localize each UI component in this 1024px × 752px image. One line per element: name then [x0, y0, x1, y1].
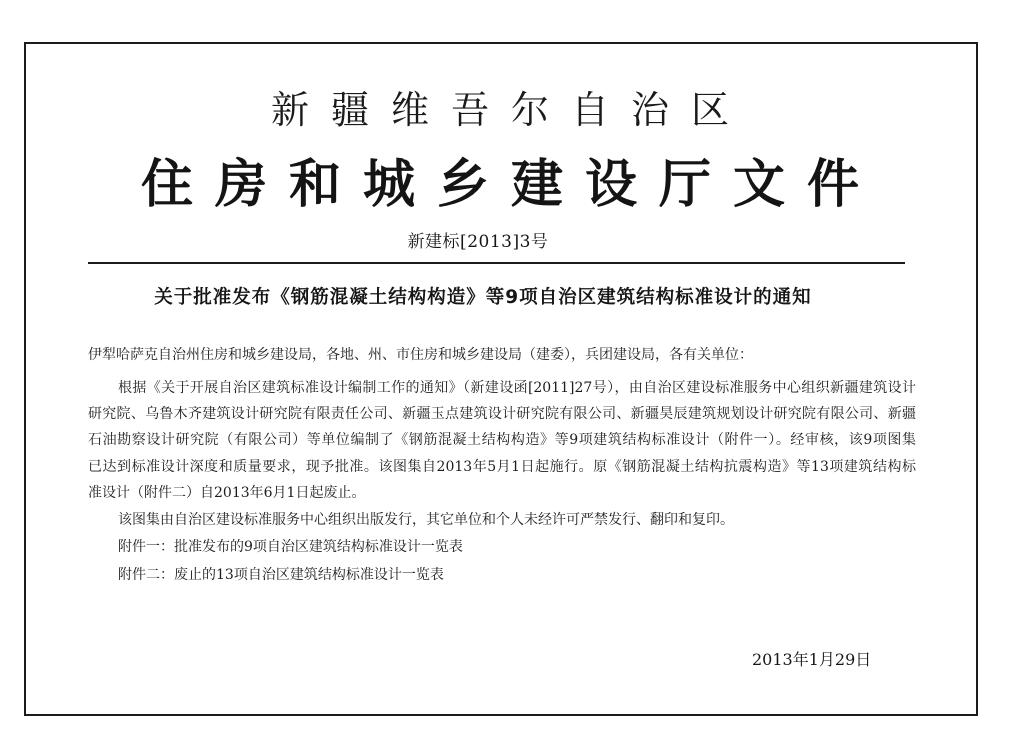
issuer-document-heading: 住房和城乡建设厅文件 [140, 154, 881, 215]
addressee-line: 伊犁哈萨克自治州住房和城乡建设局，各地、州、市住房和城乡建设局（建委），兵团建设局，各有关单位： [88, 347, 753, 363]
document-number: 新建标[2013]3号 [407, 232, 549, 252]
attachment-one-line: 附件一：批准发布的9项自治区建筑结构标准设计一览表 [118, 539, 463, 555]
issuer-region-heading: 新疆维吾尔自治区 [270, 88, 751, 132]
body-line: 石油勘察设计研究院（有限公司）等单位编制了《钢筋混凝土结构构造》等9项建筑结构标准设计（附件一）。经审核，该9项图集 [88, 432, 916, 448]
body-line: 已达到标准设计深度和质量要求，现予批准。该图集自2013年5月1日起施行。原《钢筋混凝土结构抗震构造》等13项建筑结构标 [88, 459, 916, 475]
notice-title: 关于批准发布《钢筋混凝土结构构造》等9项自治区建筑结构标准设计的通知 [154, 287, 812, 308]
body-paragraph-publication: 该图集由自治区建设标准服务中心组织出版发行，其它单位和个人未经许可严禁发行、翻印和复印。 [118, 512, 734, 528]
body-line: 准设计（附件二）自2013年6月1日起废止。 [88, 485, 366, 501]
attachment-two-line: 附件二：废止的13项自治区建筑结构标准设计一览表 [118, 567, 444, 583]
header-divider [88, 262, 905, 264]
body-line: 根据《关于开展自治区建筑标准设计编制工作的通知》（新建设函[2011]27号），由自治区建设标准服务中心组织新疆建筑设计 [118, 380, 916, 396]
body-line: 研究院、乌鲁木齐建筑设计研究院有限责任公司、新疆玉点建筑设计研究院有限公司、新疆昊辰建筑规划设计研究院有限公司、新疆 [88, 406, 916, 422]
issue-date: 2013年1月29日 [752, 650, 872, 669]
